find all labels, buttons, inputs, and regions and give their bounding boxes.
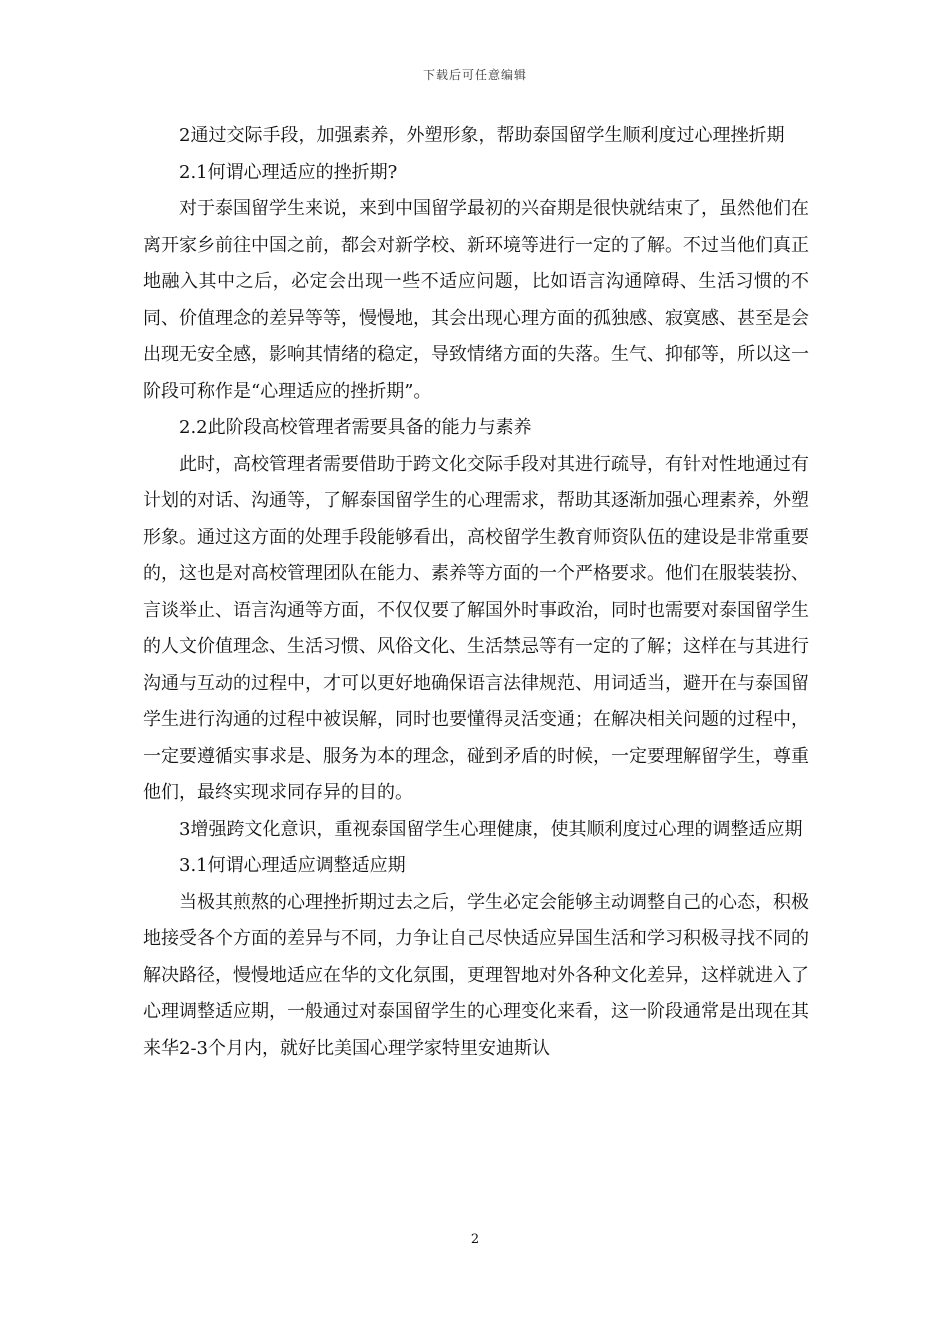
body-paragraph: 对于泰国留学生来说，来到中国留学最初的兴奋期是很快就结束了，虽然他们在离开家乡前往中国之前，都会对新学校、新环境等进行一定的了解。不过当他们真正地融入其中之后，必定会出现一些不适应问题，比如语言沟通障碍、生活习惯的不同、价值理念的差异等等，慢慢地，其会出现心理方面的孤独感、寂寞感、甚至是会出现无安全感，影响其情绪的稳定，导致情绪方面的失落。生气、抑郁等，所以这一阶段可称作是“心理适应的挫折期”。 [143,198,809,402]
page-header: 下载后可任意编辑 [422,68,527,82]
section-heading-2: 2通过交际手段，加强素养，外塑形象，帮助泰国留学生顺利度过心理挫折期 [179,125,785,146]
section-heading-3: 3增强跨文化意识，重视泰国留学生心理健康，使其顺利度过心理的调整适应期 [179,818,803,840]
subsection-heading-3-1: 3.1何谓心理适应调整适应期 [179,855,406,876]
body-paragraph: 此时，高校管理者需要借助于跨文化交际手段对其进行疏导，有针对性地通过有计划的对话、沟通等，了解泰国留学生的心理需求，帮助其逐渐加强心理素养，外塑形象。通过这方面的处理手段能够看出，高校留学生教育师资队伍的建设是非常重要的，这也是对高校管理团队在能力、素养等方面的一个严格要求。他们在服装装扮、言谈举止、语言沟通等方面，不仅仅要了解国外时事政治，同时也需要对泰国留学生的人文价值理念、生活习惯、风俗文化、生活禁忌等有一定的了解；这样在与其进行沟通与互动的过程中，才可以更好地确保语言法律规范、用词适当，避开在与泰国留学生进行沟通的过程中被误解，同时也要懂得灵活变通；在解决相关问题的过程中，一定要遵循实事求是、服务为本的理念，碰到矛盾的时候，一定要理解留学生，尊重他们，最终实现求同存异的目的。 [143,453,809,803]
subsection-heading-2-1: 2.1何谓心理适应的挫折期? [179,161,398,183]
body-paragraph: 当极其煎熬的心理挫折期过去之后，学生必定会能够主动调整自己的心态，积极地接受各个方面的差异与不同，力争让自己尽快适应异国生活和学习积极寻找不同的解决路径，慢慢地适应在华的文化氛围，更理智地对外各种文化差异，这样就进入了心理调整适应期，一般通过对泰国留学生的心理变化来看，这一阶段通常是出现在其来华2-3个月内，就好比美国心理学家特里安迪斯认 [143,891,809,1059]
subsection-heading-2-2: 2.2此阶段高校管理者需要具备的能力与素养 [179,417,532,438]
page-number: 2 [470,1232,480,1247]
document-body [143,118,809,1067]
